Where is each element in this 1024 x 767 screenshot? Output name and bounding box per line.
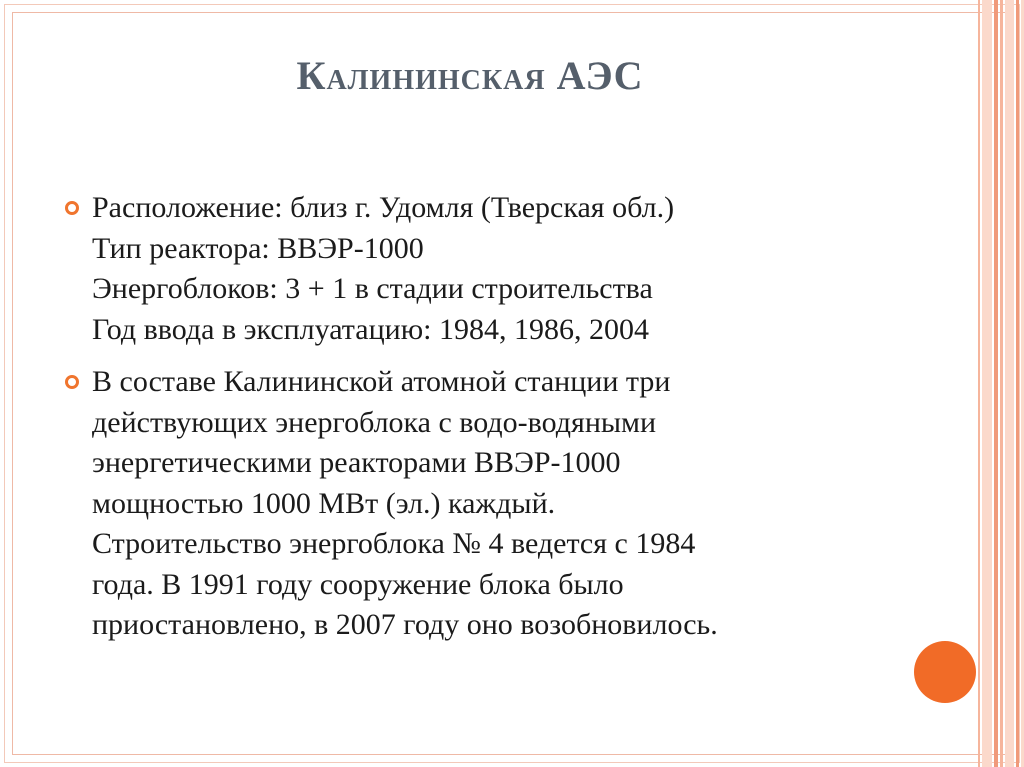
bullet-text-line: мощностью 1000 МВт (эл.) каждый.: [92, 486, 556, 520]
bullet-icon: [65, 201, 79, 215]
bullet-text-line: Строительство энергоблока № 4 ведется с 1984: [92, 527, 696, 560]
slide-title: Калининская АЭС: [296, 53, 644, 98]
decorative-stripes: [978, 0, 1024, 767]
bullet-text-line: энергетическими реакторами ВВЭР-1000: [92, 446, 621, 479]
slide-body: [92, 188, 912, 658]
bullet-text-line: действующих энергоблока с водо-водяными: [92, 405, 657, 439]
decorative-circle-icon: [914, 641, 976, 703]
bullet-item-location: [92, 188, 912, 350]
bullet-icon: [65, 375, 79, 389]
bullet-text-line: В составе Калининской атомной станции три: [92, 365, 671, 398]
bullet-text-line: Энергоблоков: 3 + 1 в стадии строительства: [92, 272, 653, 305]
bullet-text-line: Тип реактора: ВВЭР-1000: [92, 231, 424, 265]
bullet-text-line: Год ввода в эксплуатацию: 1984, 1986, 2004: [92, 312, 649, 346]
bullet-text-line: года. В 1991 году сооружение блока было: [92, 567, 624, 601]
bullet-text-line: Расположение: близ г. Удомля (Тверская обл.): [92, 191, 675, 224]
bullet-text-line: приостановлено, в 2007 году оно возобновилось.: [92, 608, 718, 641]
bullet-item-description: [92, 362, 912, 646]
